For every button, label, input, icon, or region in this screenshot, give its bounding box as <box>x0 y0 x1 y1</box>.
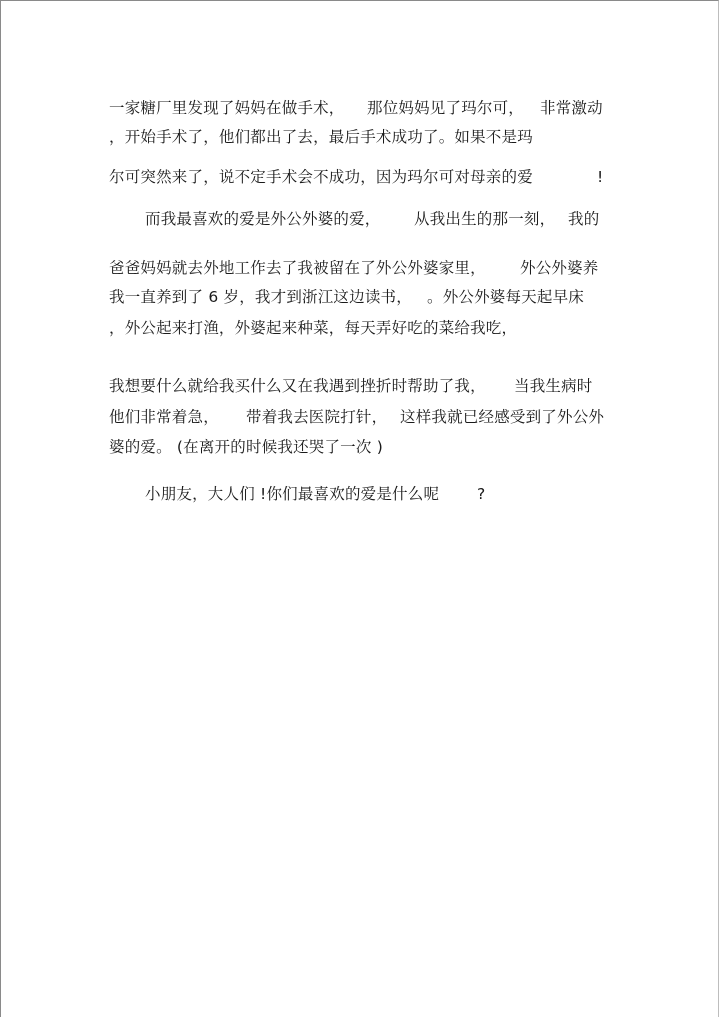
text-segment: 那位妈妈见了玛尔可， <box>367 99 525 117</box>
text-segment: 我一直养到了 6 岁，我才到浙江这边读书， <box>109 288 412 306</box>
text-segment: 我的 <box>568 210 600 228</box>
text-segment: 外公外婆养 <box>520 259 599 277</box>
text-line: 婆的爱。 (在离开的时候我还哭了一次 ) <box>109 438 383 456</box>
text-segment: 一家糖厂里发现了妈妈在做手术， <box>109 99 345 117</box>
text-segment: 这样我就已经感受到了外公外 <box>400 408 605 426</box>
text-segment: 小朋友，大人们 !你们最喜欢的爱是什么呢 <box>145 485 440 503</box>
text-segment: 当我生病时 <box>514 377 593 395</box>
text-segment: 非常激动 <box>540 99 603 117</box>
text-segment: 带着我去医院打针， <box>246 408 388 426</box>
text-line: ，开始手术了，他们都出了去，最后手术成功了。如果不是玛 <box>109 128 533 146</box>
text-segment: ! <box>597 168 604 186</box>
text-line: ，外公起来打渔，外婆起来种菜，每天弄好吃的菜给我吃， <box>109 319 518 337</box>
text-segment: 尔可突然来了，说不定手术会不成功，因为玛尔可对母亲的爱 <box>109 168 533 186</box>
text-segment: 而我最喜欢的爱是外公外婆的爱， <box>145 210 381 228</box>
text-segment: 从我出生的那一刻， <box>414 210 556 228</box>
text-segment: ? <box>477 485 486 503</box>
text-segment: 爸爸妈妈就去外地工作去了我被留在了外公外婆家里， <box>109 259 486 277</box>
text-segment: 。外公外婆每天起早床 <box>427 288 585 306</box>
text-segment: 我想要什么就给我买什么又在我遇到挫折时帮助了我， <box>109 377 486 395</box>
text-segment: 他们非常着急， <box>109 408 219 426</box>
